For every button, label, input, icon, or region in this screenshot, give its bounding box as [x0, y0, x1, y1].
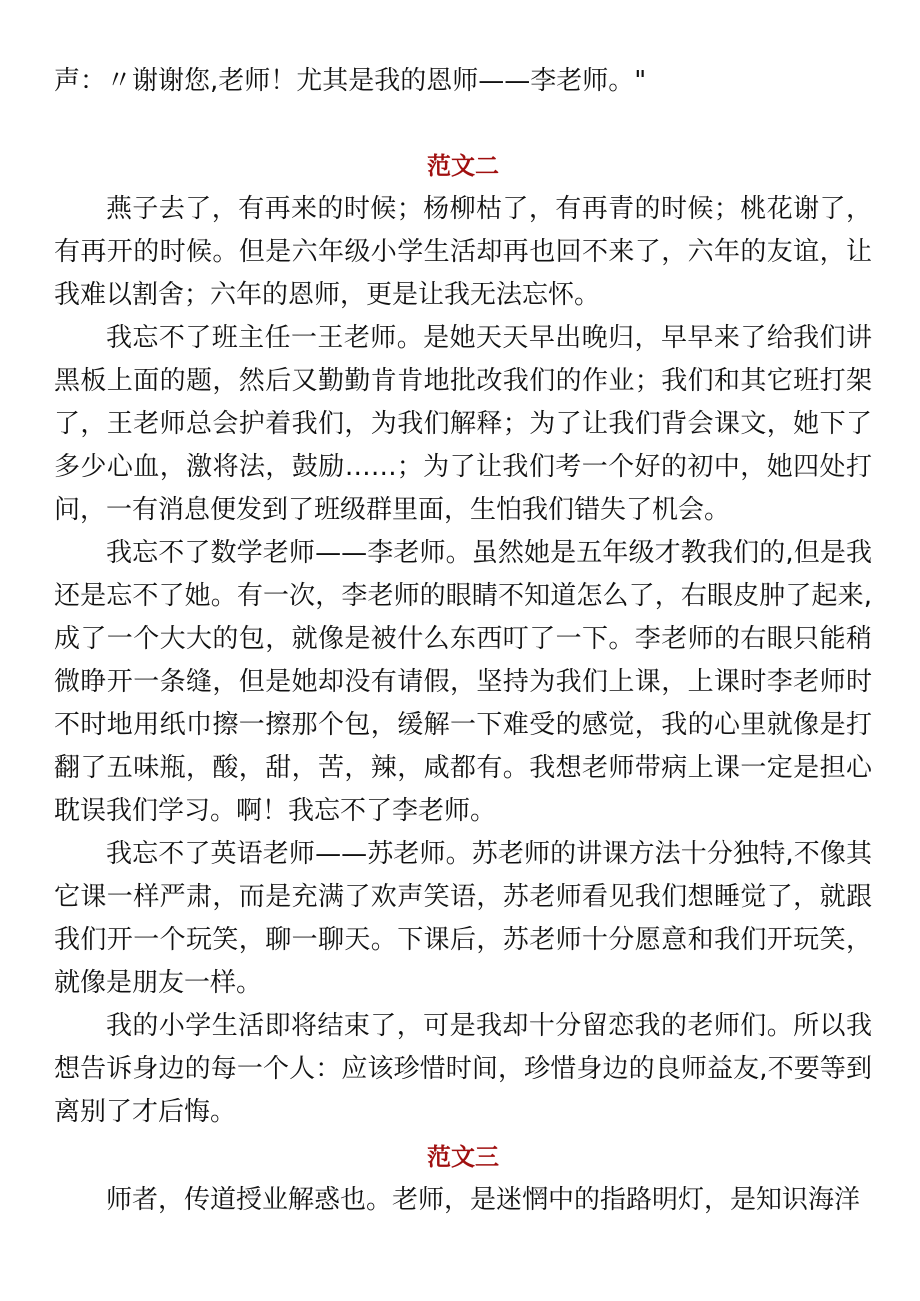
paragraph: 师者，传道授业解惑也。老师，是迷惘中的指路明灯，是知识海洋	[106, 1185, 861, 1215]
paragraph: 燕子去了，有再来的时候；杨柳枯了，有再青的时候；桃花谢了，有再开的时候。但是六年级小学生活却再也回不来了，六年的友谊，让我难以割舍；六年的恩师，更是让我无法忘怀。	[54, 194, 872, 310]
section-heading-fanwen-2: 范文二	[427, 152, 499, 180]
paragraph: 我忘不了英语老师——苏老师。苏老师的讲课方法十分独特,不像其它课一样严肃，而是充满了欢声笑语，苏老师看见我们想睡觉了，就跟我们开一个玩笑，聊一聊天。下课后，苏老师十分愿意和我们开玩笑，就像是朋友一样。	[54, 839, 872, 998]
continued-text-line: 声：〃谢谢您,老师！尤其是我的恩师——李老师。"	[54, 66, 647, 96]
paragraph: 我的小学生活即将结束了，可是我却十分留恋我的老师们。所以我想告诉身边的每一个人：应该珍惜时间，珍惜身边的良师益友,不要等到离别了才后悔。	[54, 1011, 872, 1127]
paragraph: 我忘不了班主任一王老师。是她天天早出晚归，早早来了给我们讲黑板上面的题，然后又勤勤肯肯地批改我们的作业；我们和其它班打架了，王老师总会护着我们，为我们解释；为了让我们背会课文，她下了多少心血，激将法，鼓励……；为了让我们考一个好的初中，她四处打问，一有消息便发到了班级群里面，生怕我们错失了机会。	[54, 323, 872, 525]
section-heading-fanwen-3: 范文三	[427, 1143, 499, 1171]
paragraph: 我忘不了数学老师——李老师。虽然她是五年级才教我们的,但是我还是忘不了她。有一次，李老师的眼睛不知道怎么了，右眼皮肿了起来,成了一个大大的包，就像是被什么东西叮了一下。李老师的右眼只能稍微睁开一条缝，但是她却没有请假，坚持为我们上课，上课时李老师时不时地用纸巾擦一擦那个包，缓解一下难受的感觉，我的心里就像是打翻了五味瓶，酸，甜，苦，辣，咸都有。我想老师带病上课一定是担心耽误我们学习。啊！我忘不了李老师。	[54, 538, 872, 826]
